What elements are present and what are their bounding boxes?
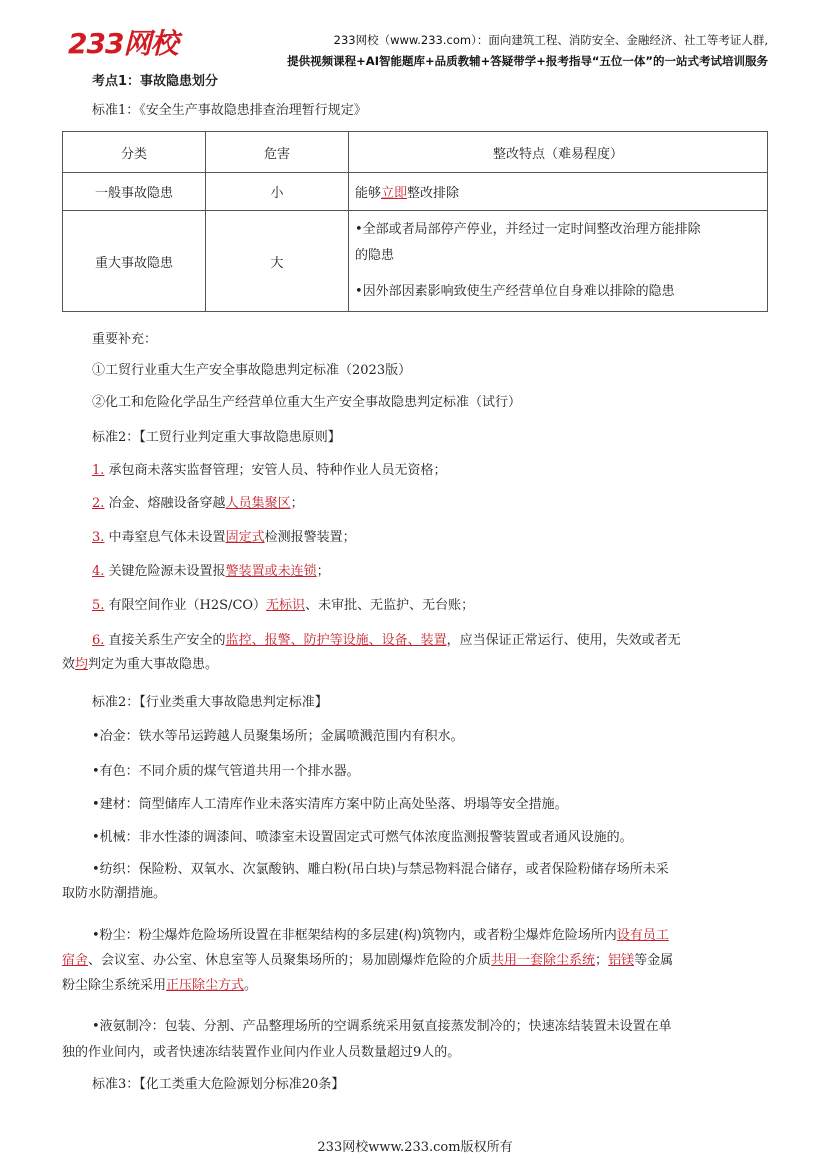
text: 等金属 [634,953,674,968]
highlight: 警装置或未连锁 [225,564,317,579]
item-number: 6. [92,633,105,648]
industry-item [62,858,768,906]
highlight: 无标识 [266,598,306,613]
highlight: 人员集聚区 [225,496,291,511]
highlight: 共用一套除尘系统 [491,953,596,968]
text: 粉尘除尘系统采用 [62,978,167,993]
item-number: 2. [92,496,105,511]
table-cell: 重大事故隐患 [63,211,206,312]
table-row [63,211,768,312]
text: 检测报警装置； [264,530,356,545]
standard-1-title: 标准1：《安全生产事故隐患排查治理暂行规定》 [92,103,367,118]
footer-copyright: 233网校www.233.com版权所有 [317,1140,513,1155]
text: 直接关系生产安全的 [108,633,226,648]
principle-item [92,528,772,548]
highlight: 监控、报警、防护等设施、设备、装置 [225,633,447,648]
table-header: 分类 [63,132,206,173]
bullet: •全部或者局部停产停业，并经过一定时间整改治理方能排除 [355,222,701,237]
item-number: 3. [92,530,105,545]
text: ，应当保证正常运行、使用，失效或者无 [446,633,681,648]
text: 、未审批、无监护、无台账； [305,598,475,613]
principle-line [62,629,768,653]
text: 有限空间作业（H2S/CO） [108,598,267,613]
table-cell: 一般事故隐患 [63,173,206,211]
table-cell: 小 [206,173,349,211]
logo: 233网校 [68,27,178,60]
item-line [62,923,768,948]
highlight: 正压除尘方式 [166,978,245,993]
principle-item [92,596,772,616]
text: ； [290,496,304,511]
standard-2-title: 标准2：【工贸行业判定重大事故隐患原则】 [92,430,341,445]
industry-item [62,1014,768,1066]
table-row [63,173,768,211]
industry-item: •冶金：铁水等吊运跨越人员聚集场所；金属喷溅范围内有积水。 [92,729,464,744]
header-text [287,30,768,72]
table-cell [349,173,768,211]
item-number: 1. [92,463,105,478]
header-line-1: 233网校（www.233.com）：面向建筑工程、消防安全、金融经济、社工等考证人群, [333,33,768,47]
industry-item: •机械：非水性漆的调漆间、喷漆室未设置固定式可燃气体浓度监测报警装置或者通风设施的。 [92,830,633,845]
principle-item [62,629,768,677]
item-line: •液氨制冷：包装、分割、产品整理场所的空调系统采用氨直接蒸发制冷的；快速冻结装置未设置在单 [92,1019,672,1034]
table-cell [349,211,768,312]
industry-item [62,923,768,998]
supplement-item: ①工贸行业重大生产安全事故隐患判定标准（2023版） [92,363,412,378]
highlight: 设有员工 [616,928,669,943]
text: 整改排除 [407,186,460,201]
standard-3-title: 标准3：【化工类重大危险源划分标准20条】 [92,1077,345,1092]
text: 。 [244,978,258,993]
supplement-item: ②化工和危险化学品生产经营单位重大生产安全事故隐患判定标准（试行） [92,395,522,410]
industry-item: •有色：不同介质的煤气管道共用一个排水器。 [92,764,360,779]
section-title: 考点1：事故隐患划分 [92,74,219,89]
principle-line [62,653,768,677]
principle-item [92,494,772,514]
standard-2b-title: 标准2：【行业类重大事故隐患判定标准】 [92,695,328,710]
hazard-table [62,131,768,312]
text: 关键危险源未设置报 [108,564,226,579]
text: 效 [62,657,76,672]
table-cell: 大 [206,211,349,312]
item-line: 独的作业间内，或者快速冻结装置作业间内作业人员数量超过9人的。 [62,1045,461,1060]
text: 中毒窒息气体未设置 [108,530,226,545]
text: •粉尘：粉尘爆炸危险场所设置在非框架结构的多层建(构)筑物内，或者粉尘爆炸危险场所内 [92,928,617,943]
text: 能够 [355,186,382,201]
header-line-2: 提供视频课程+AI智能题库+品质教辅+答疑带学+报考指导“五位一体”的一站式考试培训服务 [287,54,768,68]
item-line: •纺织：保险粉、双氧水、次氯酸钠、雕白粉(吊白块)与禁忌物料混合储存，或者保险粉储存场所未采 [92,862,669,877]
item-number: 5. [92,598,105,613]
text: ； [316,564,330,579]
table-header: 危害 [206,132,349,173]
industry-item: •建材：筒型储库人工清库作业未落实清库方案中防止高处坠落、坍塌等安全措施。 [92,797,568,812]
highlight: 固定式 [225,530,265,545]
text: 冶金、熔融设备穿越 [108,496,226,511]
highlight: 铝镁 [608,953,635,968]
table-header: 整改特点（难易程度） [349,132,768,173]
principle-item [92,562,772,582]
supplement-title: 重要补充： [92,332,158,347]
text: 承包商未落实监督管理；安管人员、特种作业人员无资格； [108,463,447,478]
text: ； [595,953,609,968]
bullet: •因外部因素影响致使生产经营单位自身难以排除的隐患 [355,284,675,299]
highlight: 均 [75,657,89,672]
highlight: 立即 [381,186,408,201]
item-line [62,948,768,973]
principle-item [92,461,772,481]
item-line: 取防水防潮措施。 [62,886,167,901]
table-header-row [63,132,768,173]
item-number: 4. [92,564,105,579]
item-line [62,973,768,998]
bullet-cont: 的隐患 [355,248,395,263]
text: 判定为重大事故隐患。 [88,657,219,672]
highlight: 宿舍 [62,953,89,968]
text: 、会议室、办公室、休息室等人员聚集场所的；易加剧爆炸危险的介质 [88,953,492,968]
